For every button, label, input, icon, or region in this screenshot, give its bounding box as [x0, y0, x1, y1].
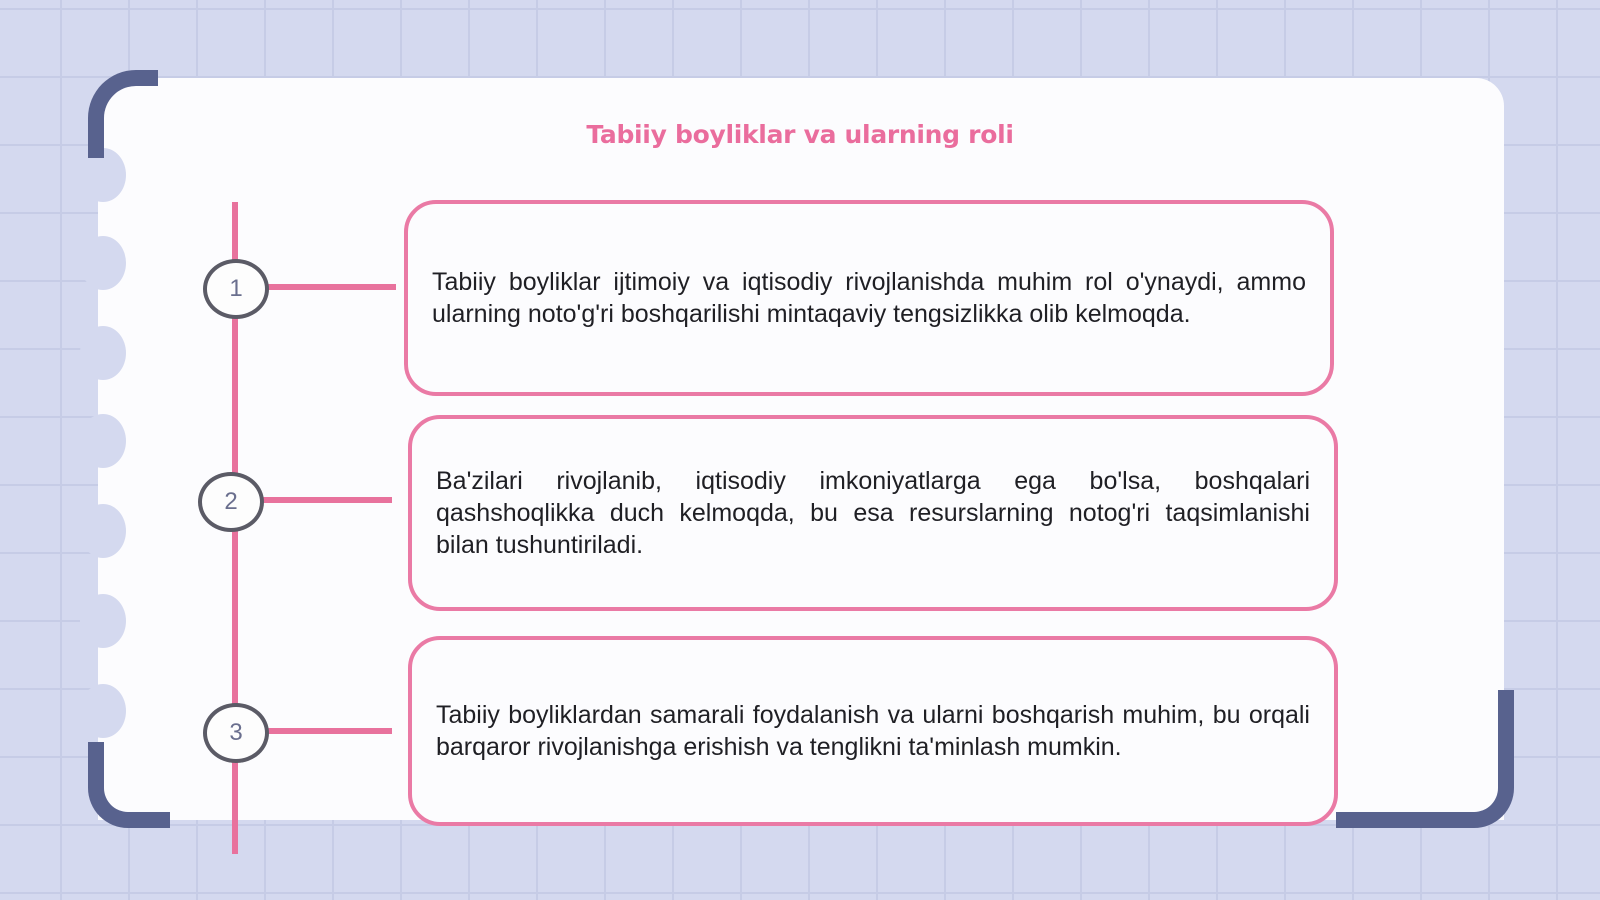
notebook-edge-cutout: [80, 414, 126, 468]
info-card-text: Tabiiy boyliklardan samarali foydalanish va ularni boshqarish muhim, bu orqali barqaror rivojlanishga erishish va tenglikni ta'minlash mumkin.: [436, 701, 1310, 761]
notebook-edge-cutout: [80, 326, 126, 380]
timeline-connector: [266, 728, 392, 734]
info-card: [408, 636, 1338, 826]
info-card: [404, 200, 1334, 396]
notebook-edge-cutout: [80, 504, 126, 558]
frame-corner-bottom-right: [1336, 690, 1514, 828]
step-number-badge: [203, 259, 269, 319]
info-card-text: Ba'zilari rivojlanib, iqtisodiy imkoniyatlarga ega bo'lsa, boshqalari qashshoqlikka duch kelmoqda, bu esa resurslarning notog'ri taqsimlanishi bilan tushuntiriladi.: [436, 467, 1310, 559]
timeline-connector: [262, 497, 392, 503]
notebook-edge-cutout: [80, 594, 126, 648]
step-number: 2: [224, 488, 238, 515]
info-card: [408, 415, 1338, 611]
info-card-text: Tabiiy boyliklar ijtimoiy va iqtisodiy rivojlanishda muhim rol o'ynaydi, ammo ularning noto'g'ri boshqarilishi mintaqaviy tengsizlikka olib kelmoqda.: [432, 268, 1306, 328]
step-number-badge: [198, 472, 264, 532]
notebook-edge-cutout: [80, 236, 126, 290]
timeline-connector: [266, 284, 396, 290]
notebook-edge-cutout: [80, 684, 126, 738]
slide-title: Tabiiy boyliklar va ularning roli: [586, 120, 1014, 149]
frame-corner-bottom-left: [88, 742, 170, 828]
step-number: 1: [229, 275, 243, 302]
step-number: 3: [229, 719, 243, 746]
step-number-badge: [203, 703, 269, 763]
